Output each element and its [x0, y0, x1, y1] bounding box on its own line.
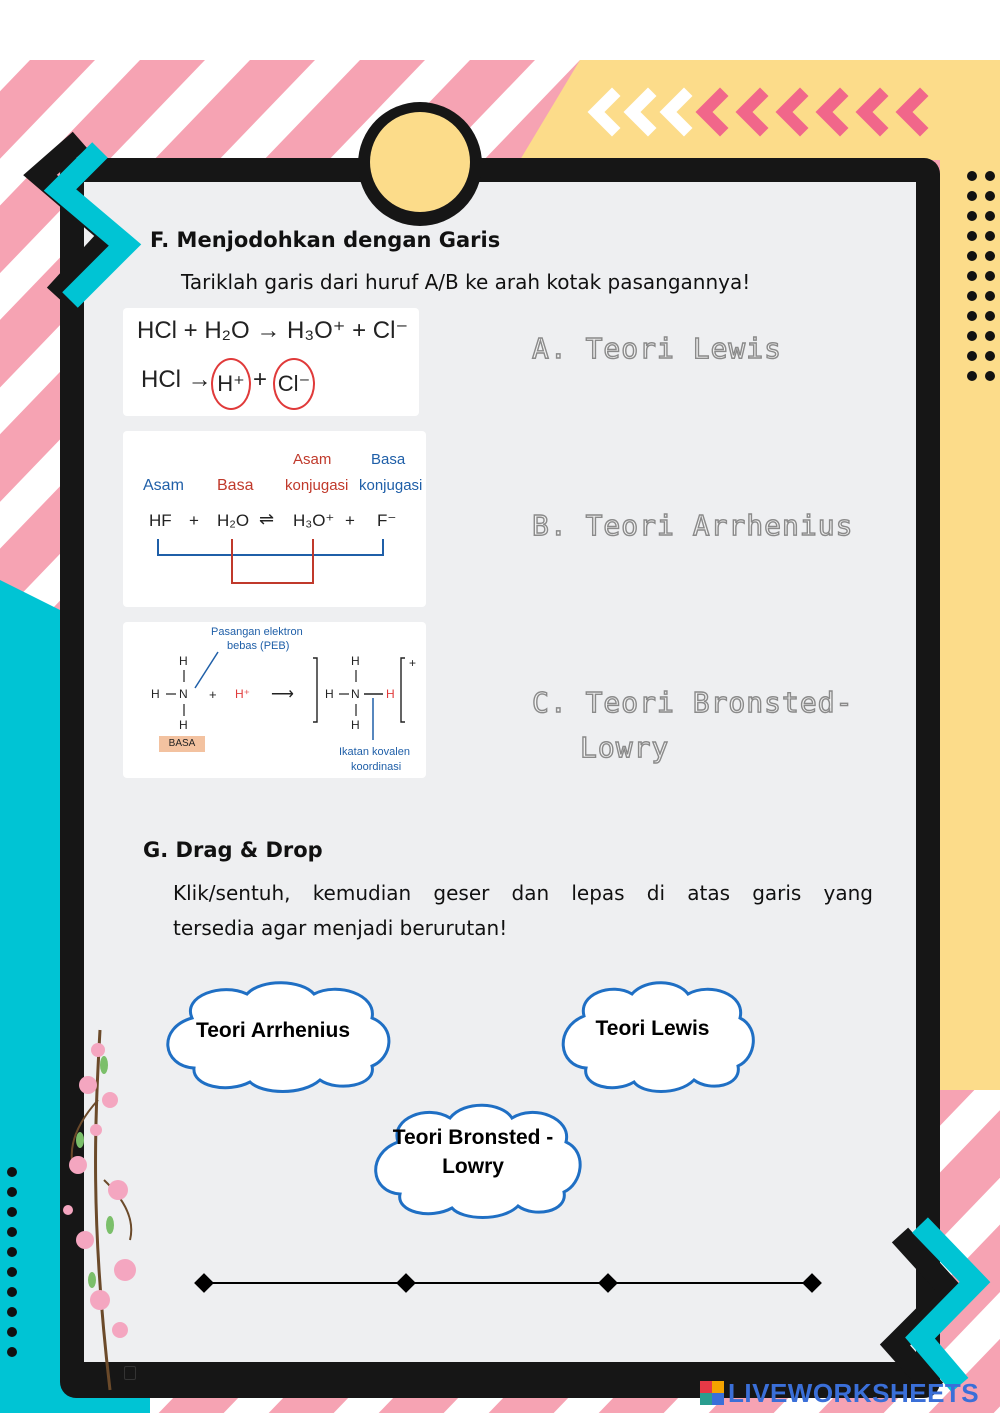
logo-mark-icon	[700, 1381, 724, 1405]
option-a-teori-lewis[interactable]: A. Teori Lewis	[532, 332, 783, 365]
logo-text: LIVEWORKSHEETS	[728, 1377, 980, 1408]
basa-konjugasi-label-2: konjugasi	[359, 477, 423, 494]
eq-plus-1: +	[189, 511, 199, 530]
ammonium-h-top: H	[351, 654, 360, 668]
peb-label-1: Pasangan elektron	[211, 626, 303, 638]
asam-label: Asam	[143, 477, 184, 494]
ammonium-h-right: H	[386, 687, 395, 701]
eq-hf: HF	[149, 511, 172, 530]
ammonium-h-left: H	[325, 687, 334, 701]
section-g-instruction-line2: tersedia agar menjadi berurutan!	[173, 916, 508, 940]
option-c-teori-bronsted-line2: Lowry	[580, 731, 670, 764]
eq-arrow: ⇌	[259, 509, 275, 529]
lewis-h-top: H	[179, 654, 188, 668]
match-card-arrhenius[interactable]	[123, 308, 419, 416]
page-icon	[124, 1366, 136, 1380]
section-f-instruction: Tariklah garis dari huruf A/B ke arah kotak pasangannya!	[181, 270, 751, 294]
h-plus-circled: H⁺	[211, 358, 251, 410]
eq-h3o: H₃O⁺	[293, 511, 335, 530]
lewis-arrow: ⟶	[271, 686, 294, 703]
eq-plus-2: +	[345, 511, 355, 530]
ammonium-h-bottom: H	[351, 718, 360, 732]
section-g-heading: G. Drag & Drop	[143, 838, 323, 862]
conjugate-pair-brackets	[123, 431, 426, 607]
lewis-h-plus: H⁺	[235, 687, 250, 701]
arrhenius-plus: +	[253, 366, 268, 393]
lewis-plus: +	[209, 687, 217, 702]
drag-item-label: Teori Lewis	[595, 1017, 710, 1040]
lewis-h-bottom: H	[179, 718, 188, 732]
match-card-bronsted[interactable]	[123, 431, 426, 607]
basa-label: Basa	[217, 477, 254, 494]
match-card-lewis[interactable]	[123, 622, 426, 778]
asam-konjugasi-label-1: Asam	[293, 451, 332, 468]
drag-item-label: Teori Arrhenius	[195, 1019, 351, 1042]
drag-item-teori-lewis[interactable]	[550, 978, 755, 1094]
peb-label-2: bebas (PEB)	[227, 640, 290, 652]
ikatan-label-2: koordinasi	[351, 761, 402, 773]
arrhenius-equation-1: HCl + H₂O → H₃O⁺ + Cl⁻	[137, 317, 409, 344]
section-g-instruction-line1: Klik/sentuh, kemudian geser dan lepas di atas garis yang	[173, 881, 873, 905]
cl-minus-circled: Cl⁻	[273, 358, 315, 410]
lewis-h-left: H	[151, 687, 160, 701]
drag-item-teori-arrhenius[interactable]	[152, 978, 392, 1094]
asam-konjugasi-label-2: konjugasi	[285, 477, 349, 494]
yellow-circle	[370, 112, 470, 212]
drag-item-label-line2: Lowry	[442, 1155, 504, 1178]
eq-f: F⁻	[377, 511, 397, 530]
eq-h2o: H₂O	[217, 511, 250, 530]
ikatan-label-1: Ikatan kovalen	[339, 746, 410, 758]
section-f-heading: F. Menjodohkan dengan Garis	[150, 228, 501, 252]
option-c-teori-bronsted[interactable]: C. Teori Bronsted-	[532, 686, 854, 719]
basa-konjugasi-label-1: Basa	[371, 451, 406, 468]
option-b-teori-arrhenius[interactable]: B. Teori Arrhenius	[532, 509, 854, 542]
lewis-n: N	[179, 687, 188, 701]
drag-item-label-line1: Teori Bronsted -	[392, 1126, 554, 1149]
ammonium-charge: +	[409, 656, 417, 670]
arrhenius-equation-2-left: HCl →	[141, 366, 212, 393]
ammonium-n: N	[351, 687, 360, 701]
basa-tag: BASA	[159, 736, 205, 752]
drag-item-teori-bronsted-lowry[interactable]	[362, 1100, 584, 1220]
liveworksheets-logo[interactable]	[700, 1378, 979, 1408]
